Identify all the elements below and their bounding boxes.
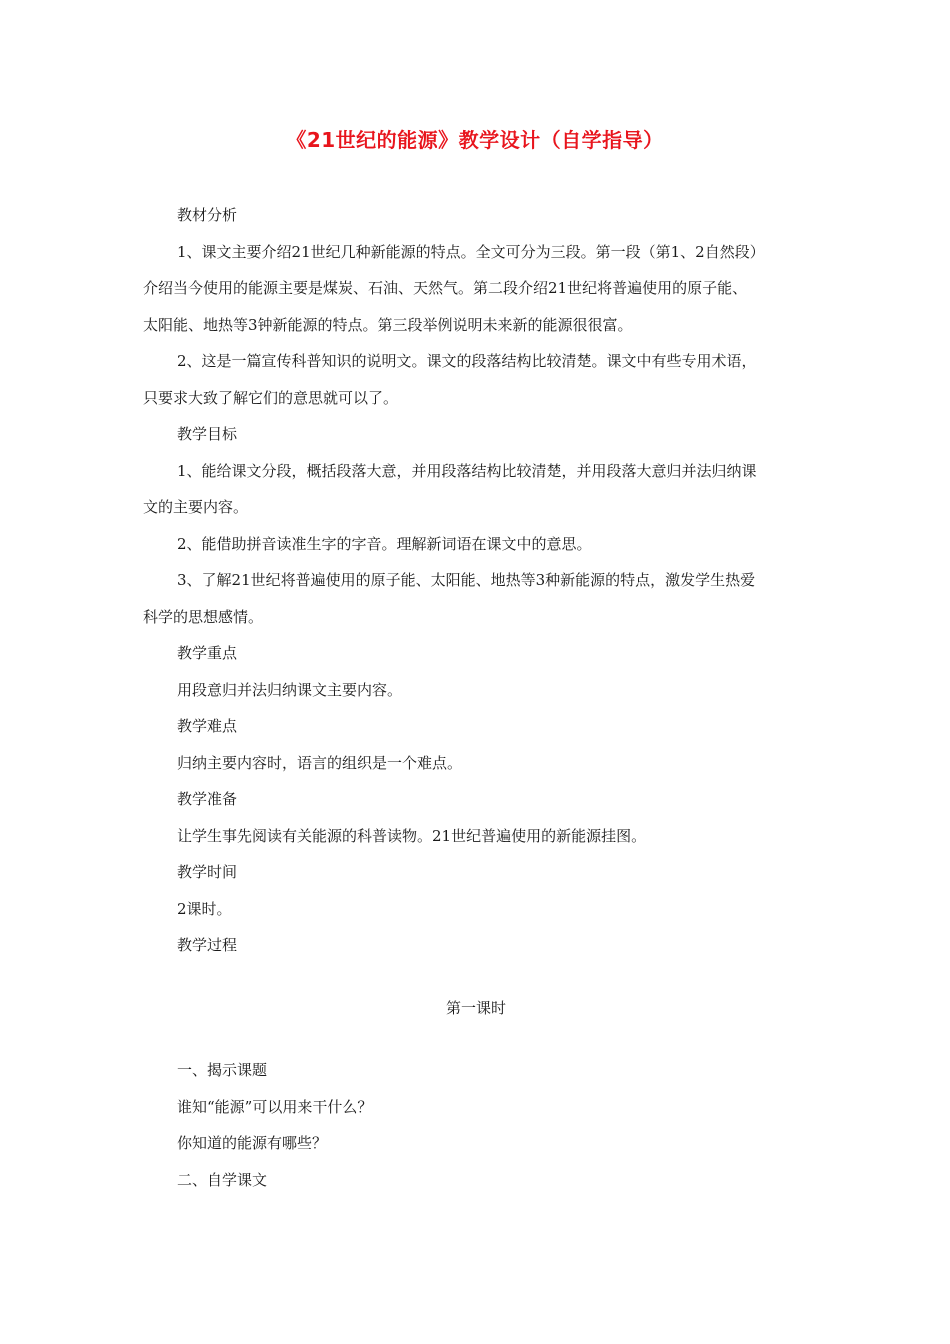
step-1-question-2: 你知道的能源有哪些？ bbox=[177, 1134, 328, 1152]
goal-3-line-2: 科学的思想感情。 bbox=[143, 607, 264, 626]
analysis-paragraph-2-line-1: 2、这是一篇宣传科普知识的说明文。课文的段落结构比较清楚。课文中有些专用术语， bbox=[177, 352, 757, 370]
section-heading-preparation: 教学准备 bbox=[177, 790, 238, 808]
goal-2: 2、能借助拼音读准生字的字音。理解新词语在课文中的意思。 bbox=[177, 534, 592, 553]
step-1-heading: 一、揭示课题 bbox=[177, 1061, 268, 1079]
document-body bbox=[143, 197, 809, 1198]
difficulty-text: 归纳主要内容时，语言的组织是一个难点。 bbox=[177, 753, 463, 772]
step-1-question-1: 谁知“能源”可以用来干什么？ bbox=[177, 1097, 373, 1116]
step-2-heading: 二、自学课文 bbox=[177, 1170, 268, 1189]
focus-text: 用段意归并法归纳课文主要内容。 bbox=[177, 680, 403, 699]
document-title: 《21世纪的能源》教学设计（自学指导） bbox=[286, 128, 664, 152]
lesson-1-heading: 第一课时 bbox=[445, 998, 506, 1017]
section-heading-analysis: 教材分析 bbox=[177, 206, 238, 224]
section-heading-focus: 教学重点 bbox=[177, 644, 238, 662]
analysis-paragraph-1-line-2: 介绍当今使用的能源主要是煤炭、石油、天然气。第二段介绍21世纪将普遍使用的原子能、 bbox=[143, 279, 748, 297]
goal-1-line-1: 1、能给课文分段，概括段落大意，并用段落结构比较清楚，并用段落大意归并法归纳课 bbox=[177, 461, 757, 480]
section-heading-difficulty: 教学难点 bbox=[177, 717, 238, 735]
section-heading-process: 教学过程 bbox=[177, 936, 238, 954]
preparation-text: 让学生事先阅读有关能源的科普读物。21世纪普遍使用的新能源挂图。 bbox=[177, 826, 647, 845]
goal-3-line-1: 3、了解21世纪将普遍使用的原子能、太阳能、地热等3种新能源的特点，激发学生热爱 bbox=[177, 571, 756, 589]
section-heading-time: 教学时间 bbox=[177, 863, 238, 881]
section-heading-goals: 教学目标 bbox=[177, 425, 238, 443]
analysis-paragraph-2-line-2: 只要求大致了解它们的意思就可以了。 bbox=[143, 388, 399, 407]
analysis-paragraph-1-line-1: 1、课文主要介绍21世纪几种新能源的特点。全文可分为三段。第一段（第1、2自然段） bbox=[177, 242, 765, 261]
goal-1-line-2: 文的主要内容。 bbox=[143, 498, 249, 516]
time-text: 2课时。 bbox=[177, 899, 232, 918]
analysis-paragraph-1-line-3: 太阳能、地热等3钟新能源的特点。第三段举例说明未来新的能源很很富。 bbox=[143, 315, 633, 334]
